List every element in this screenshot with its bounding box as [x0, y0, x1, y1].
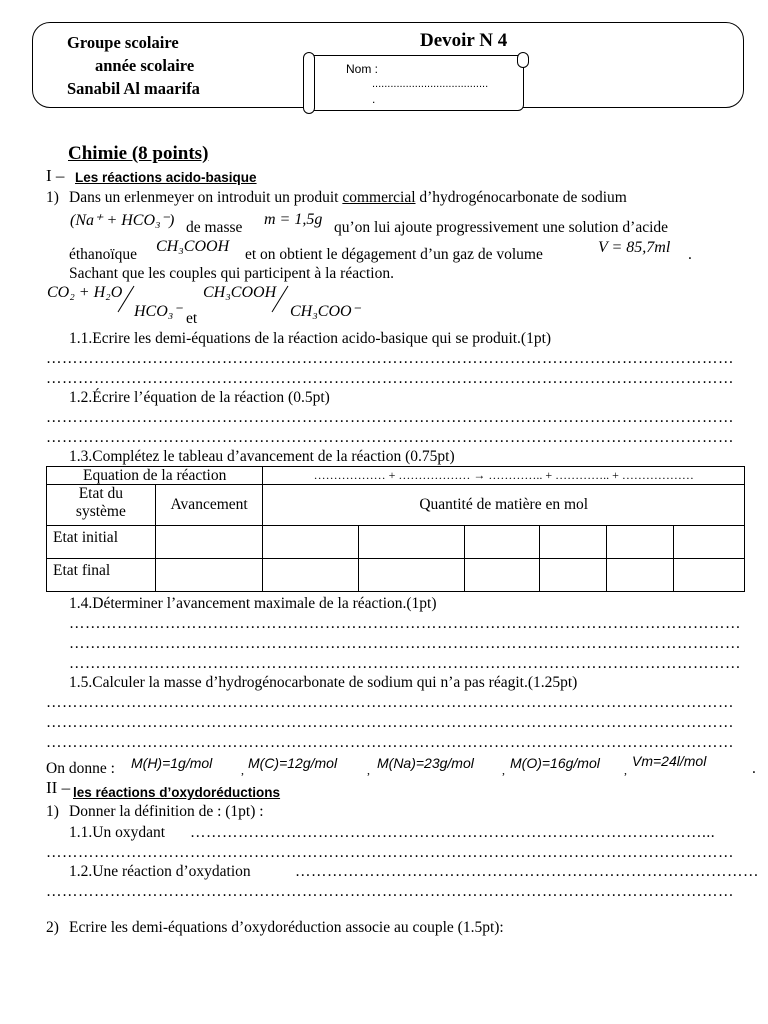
q1-line1 — [69, 189, 627, 207]
part2-title: les réactions d’oxydoréductions — [73, 785, 281, 800]
data-sep: , — [502, 763, 505, 777]
q1-line2-end: qu’on lui ajoute progressivement une solution d’acide — [334, 219, 669, 236]
q2-1-number: 1) — [46, 803, 59, 820]
school-line2: année scolaire — [95, 56, 195, 75]
data-mass-o: M(O)=16g/mol — [510, 755, 600, 771]
table-cell[interactable] — [607, 559, 674, 592]
formula-ch3cooh: CH₃COOH — [156, 238, 230, 255]
part1-title: Les réactions acido-basique — [75, 170, 257, 185]
answer-line: ………………………………………………………………………………………………………………… — [46, 370, 734, 387]
answer-line: ……………………………………………………………………………………………………………… — [69, 655, 741, 672]
table-etat-final: Etat final — [47, 559, 156, 592]
answer-line: ………………………………………………………………………………………………………………… — [46, 844, 734, 861]
part2-number: II – — [46, 778, 71, 797]
data-sep: , — [624, 763, 627, 777]
couple-et: et — [186, 310, 198, 327]
answer-line: ……………………………………………………………………………………………………………… — [69, 615, 741, 632]
table-cell-initial-avancement[interactable] — [155, 526, 263, 559]
data-mass-h: M(H)=1g/mol — [131, 755, 213, 771]
answer-line: ……………………………………………………………………………………………………………… — [69, 635, 741, 652]
q1-2: 1.2.Écrire l’équation de la réaction (0.5pt) — [69, 389, 330, 406]
table-cell[interactable] — [359, 559, 465, 592]
q1-4: 1.4.Déterminer l’avancement maximale de la réaction.(1pt) — [69, 595, 437, 612]
table-quantite: Quantité de matière en mol — [263, 485, 745, 526]
school-line1: Groupe scolaire — [67, 33, 179, 52]
q1-de-masse: de masse — [186, 219, 243, 236]
q2-1-1: 1.1.Un oxydant — [69, 824, 166, 841]
on-donne-label: On donne : — [46, 760, 115, 777]
table-etat-initial: Etat initial — [47, 526, 156, 559]
table-cell[interactable] — [464, 526, 540, 559]
answer-line: …………………………………………………………………………… — [295, 863, 759, 880]
q2-2: Ecrire les demi-équations d’oxydoréduction associe au couple (1.5pt): — [69, 919, 504, 936]
page-title: Devoir N 4 — [420, 30, 508, 51]
answer-line: ………………………………………………………………………………………………………………… — [46, 734, 734, 751]
advancement-table — [46, 466, 745, 592]
data-end-dot: . — [752, 760, 756, 777]
q1-1: 1.1.Ecrire les demi-équations de la réaction acido-basique qui se produit.(1pt) — [69, 330, 552, 347]
data-mass-c: M(C)=12g/mol — [248, 755, 338, 771]
q1-number: 1) — [46, 189, 59, 206]
couple1-bottom: HCO₃⁻ — [134, 303, 182, 320]
q1-line3-mid: et on obtient le dégagement d’un gaz de volume — [245, 246, 543, 263]
formula-na-hco3: (Na⁺ + HCO₃⁻) — [70, 212, 175, 229]
answer-line: ………………………………………………………………………………………………………………… — [46, 409, 734, 426]
couple2-top: CH₃COOH — [203, 284, 277, 301]
q1-3: 1.3.Complétez le tableau d’avancement de la réaction (0.75pt) — [69, 448, 455, 465]
table-cell[interactable] — [263, 526, 359, 559]
answer-line: ………………………………………………………………………………………………………………… — [46, 350, 734, 367]
q1-line3-dot: . — [688, 246, 692, 263]
formula-mass: m = 1,5g — [264, 211, 323, 228]
part1-number: I – — [46, 166, 65, 185]
table-cell[interactable] — [464, 559, 540, 592]
table-eq-template[interactable]: ……………… + ……………… → ………….. + ………….. + ……………… — [263, 467, 745, 485]
table-eq-label: Equation de la réaction — [47, 467, 263, 485]
answer-line: ………………………………………………………………………………………………………………… — [46, 694, 734, 711]
couple2-slash — [270, 284, 290, 314]
table-cell[interactable] — [359, 526, 465, 559]
data-mass-na: M(Na)=23g/mol — [377, 755, 474, 771]
couple1-top: CO₂ + H₂O — [47, 284, 123, 301]
q1-line1-end: d’hydrogénocarbonate de sodium — [419, 189, 627, 206]
data-vm: Vm=24l/mol — [632, 753, 707, 769]
table-avancement: Avancement — [155, 485, 263, 526]
q2-1: Donner la définition de : (1pt) : — [69, 803, 264, 820]
table-cell[interactable] — [540, 526, 607, 559]
answer-line: ………………………………………………………………………………………………………………… — [46, 429, 734, 446]
table-cell[interactable] — [540, 559, 607, 592]
q2-2-number: 2) — [46, 919, 59, 936]
answer-line: ………………………………………………………………………………………………………………… — [46, 883, 734, 900]
name-label: Nom : — [346, 62, 379, 76]
table-cell-final-avancement[interactable] — [155, 559, 263, 592]
q1-5: 1.5.Calculer la masse d’hydrogénocarbonate de sodium qui n’a pas réagit.(1.25pt) — [69, 674, 578, 691]
q2-1-2: 1.2.Une réaction d’oxydation — [69, 863, 251, 880]
couple2-bottom: CH₃COO⁻ — [290, 303, 361, 320]
answer-line: ………………………………………………………………………………………………………………… — [46, 714, 734, 731]
q1-line1-text: Dans un erlenmeyer on introduit un produit — [69, 189, 339, 206]
q1-line4: Sachant que les couples qui participent à la réaction. — [69, 265, 394, 282]
data-sep: , — [241, 763, 244, 777]
formula-volume: V = 85,7ml — [598, 239, 671, 256]
table-cell[interactable] — [673, 559, 744, 592]
q1-underlined-word: commercial — [342, 189, 416, 206]
table-cell[interactable] — [607, 526, 674, 559]
data-sep: , — [367, 763, 370, 777]
table-cell[interactable] — [263, 559, 359, 592]
name-dot: . — [372, 92, 376, 106]
name-dots: ...................................... — [372, 78, 489, 90]
section-title-chimie: Chimie (8 points) — [68, 143, 209, 164]
school-line3: Sanabil Al maarifa — [67, 79, 200, 98]
table-etat-label: Etat du système — [47, 485, 156, 526]
q1-ethanoique: éthanoïque — [69, 246, 138, 263]
table-cell[interactable] — [673, 526, 744, 559]
answer-line: ……………………………………………………………………………………... — [190, 824, 716, 841]
couple1-slash — [116, 284, 136, 314]
